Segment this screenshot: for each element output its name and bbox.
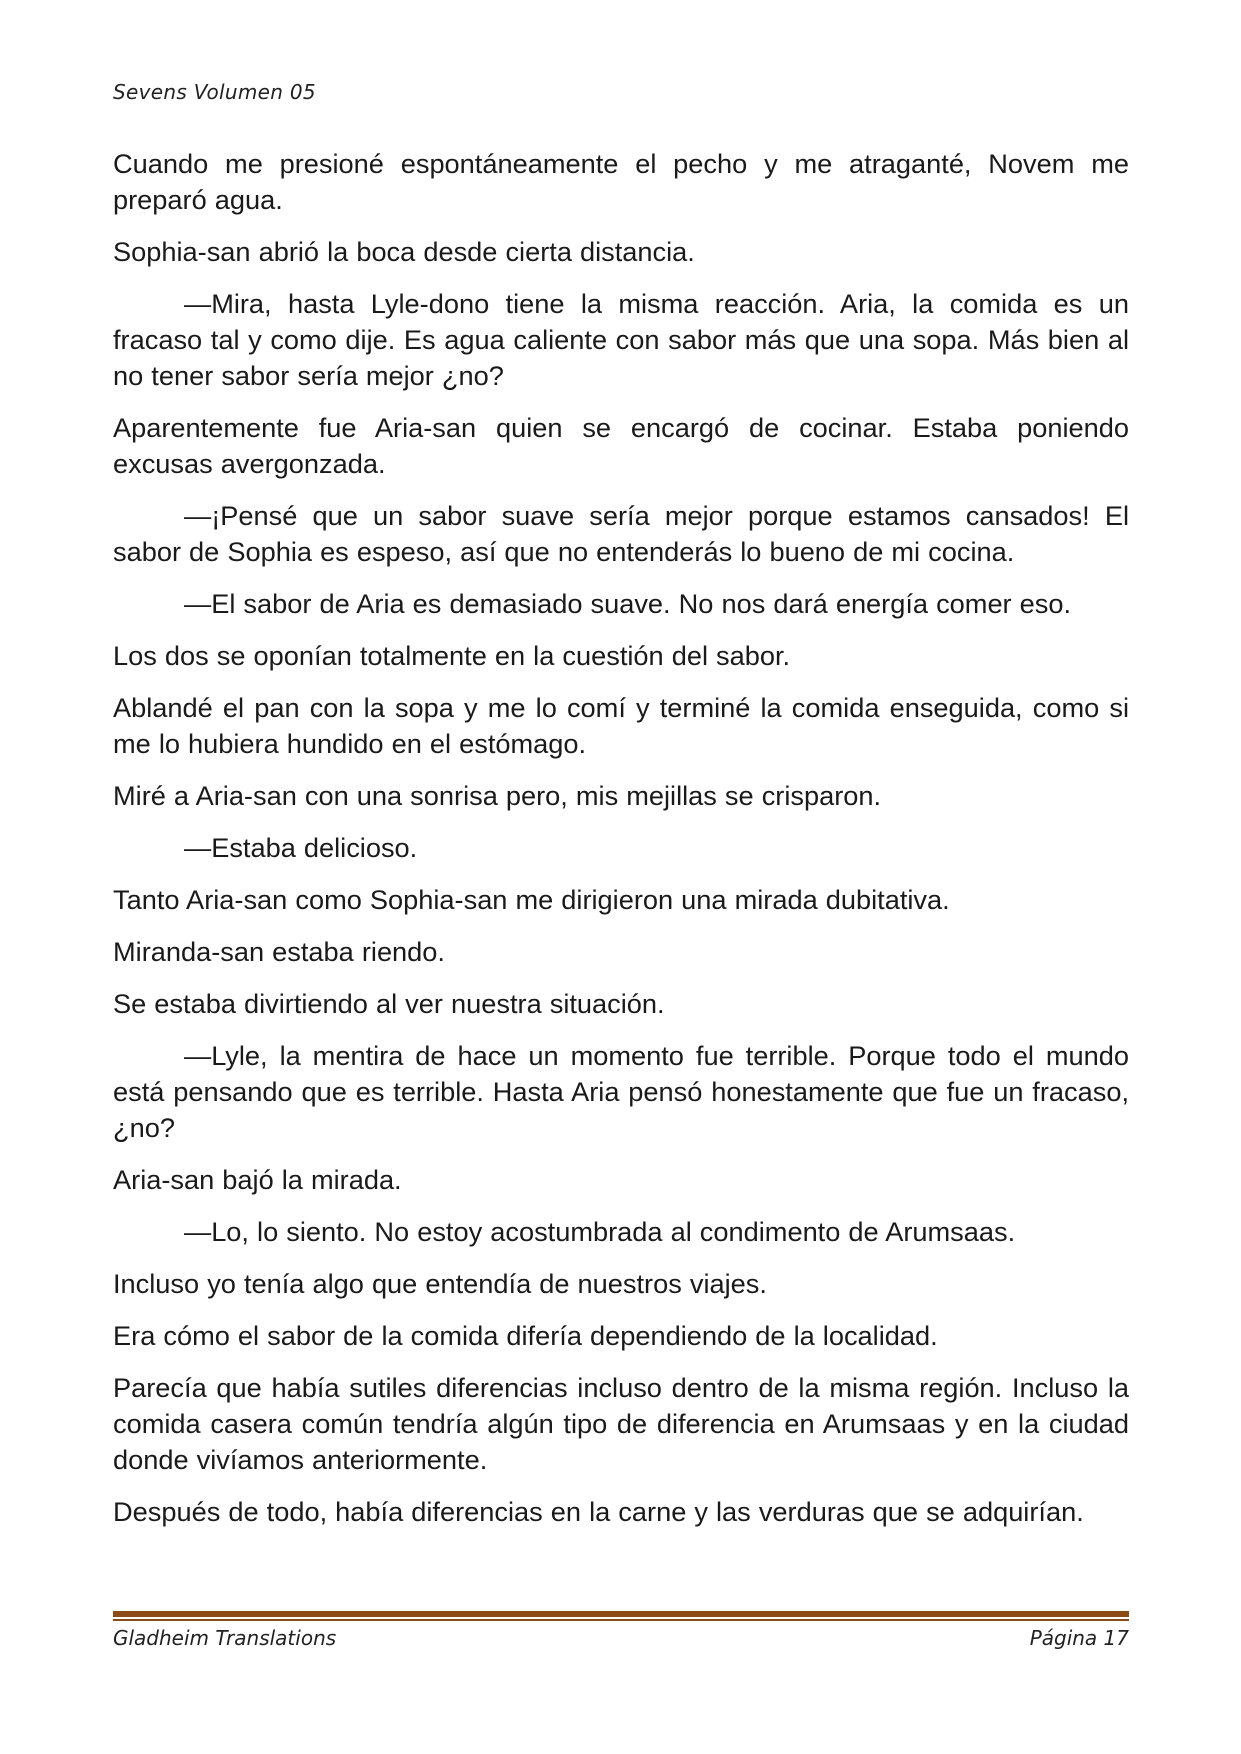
footer-divider-thick-line <box>113 1611 1129 1617</box>
paragraph-2: Sophia-san abrió la boca desde cierta distancia. <box>113 236 695 267</box>
paragraph-11: Tanto Aria-san como Sophia-san me dirigieron una mirada dubitativa. <box>113 884 950 915</box>
dialogue-paragraph-3: —Mira, hasta Lyle-dono tiene la misma reacción. Aria, la comida es un fracaso tal y como dije. Es agua caliente con sabor más que una sopa. Más bien al no tener sabor sería mejor ¿no? <box>113 288 1129 391</box>
paragraph-12: Miranda-san estaba riendo. <box>113 936 445 967</box>
paragraph-19: Parecía que había sutiles diferencias incluso dentro de la misma región. Incluso la comida casera común tendría algún tipo de diferencia en Arumsaas y en la ciudad donde vivíamos anteriormente. <box>113 1372 1129 1475</box>
paragraph-17: Incluso yo tenía algo que entendía de nuestros viajes. <box>113 1268 767 1299</box>
paragraph-9: Miré a Aria-san con una sonrisa pero, mis mejillas se crisparon. <box>113 780 882 811</box>
paragraph-20: Después de todo, había diferencias en la carne y las verduras que se adquirían. <box>113 1496 1084 1527</box>
page-body <box>113 146 1129 1546</box>
paragraph-8: Ablandé el pan con la sopa y me lo comí y terminé la comida enseguida, como si me lo hubiera hundido en el estómago. <box>113 692 1129 759</box>
paragraph-15: Aria-san bajó la mirada. <box>113 1164 402 1195</box>
dialogue-paragraph-16: —Lo, lo siento. No estoy acostumbrada al condimento de Arumsaas. <box>184 1216 1016 1247</box>
page-header: Sevens Volumen 05 <box>113 80 316 104</box>
dialogue-paragraph-14: —Lyle, la mentira de hace un momento fue terrible. Porque todo el mundo está pensando que es terrible. Hasta Aria pensó honestamente que fue un fracaso, ¿no? <box>113 1040 1129 1143</box>
dialogue-paragraph-10: —Estaba delicioso. <box>184 832 418 863</box>
footer-publisher: Gladheim Translations <box>113 1626 337 1650</box>
paragraph-1: Cuando me presioné espontáneamente el pecho y me atraganté, Novem me preparó agua. <box>113 148 1129 215</box>
dialogue-paragraph-6: —El sabor de Aria es demasiado suave. No nos dará energía comer eso. <box>184 588 1072 619</box>
footer-divider-thin-line <box>113 1619 1129 1621</box>
dialogue-paragraph-5: —¡Pensé que un sabor suave sería mejor porque estamos cansados! El sabor de Sophia es espeso, así que no entenderás lo bueno de mi cocina. <box>113 500 1129 567</box>
paragraph-7: Los dos se oponían totalmente en la cuestión del sabor. <box>113 640 791 671</box>
paragraph-13: Se estaba divirtiendo al ver nuestra situación. <box>113 988 665 1019</box>
page-footer <box>113 1626 1129 1650</box>
footer-page-number: Página 17 <box>1029 1626 1129 1650</box>
paragraph-18: Era cómo el sabor de la comida difería dependiendo de la localidad. <box>113 1320 938 1351</box>
paragraph-4: Aparentemente fue Aria-san quien se encargó de cocinar. Estaba poniendo excusas avergonzada. <box>113 412 1129 479</box>
